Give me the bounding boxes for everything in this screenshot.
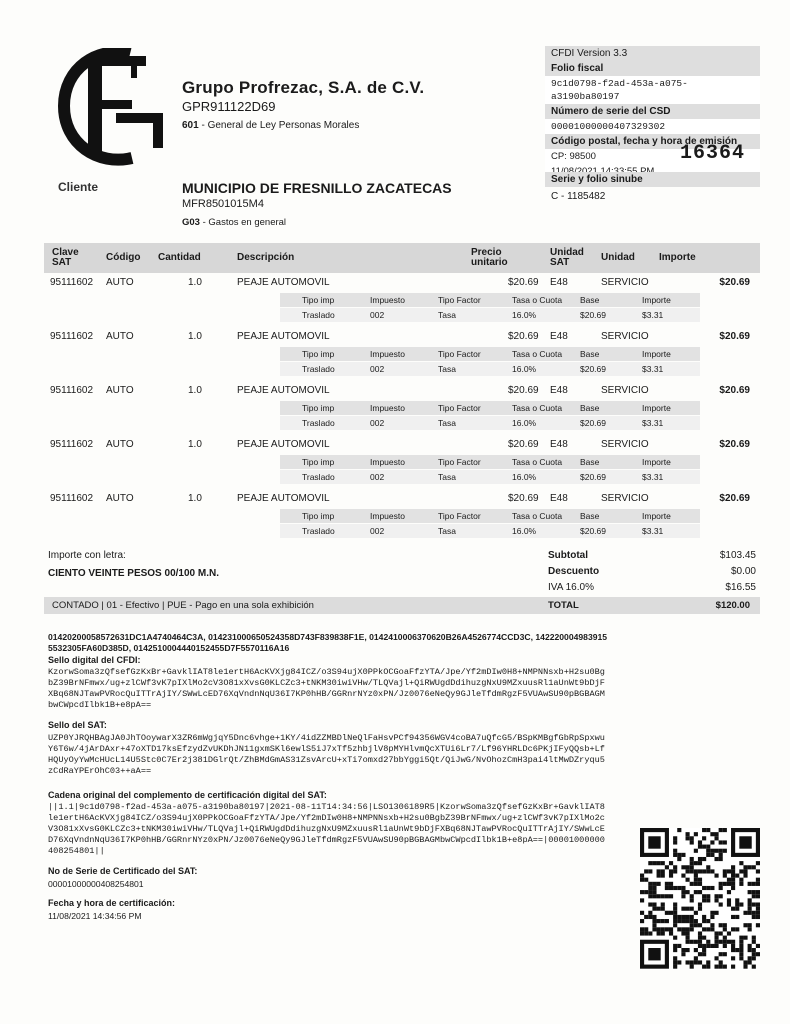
cell-unidad-sat: E48 bbox=[550, 385, 568, 396]
iva-label: IVA 16.0% bbox=[548, 582, 594, 593]
tax-value-row bbox=[280, 416, 700, 430]
payment-total-bar bbox=[44, 597, 760, 614]
tax-header-cell: Impuesto bbox=[370, 457, 405, 467]
tax-value-cell: Traslado bbox=[302, 310, 335, 320]
tax-value-cell: $20.69 bbox=[580, 472, 606, 482]
regime-code: 601 bbox=[182, 120, 199, 131]
cell-cantidad: 1.0 bbox=[188, 493, 202, 504]
tax-header-cell: Base bbox=[580, 295, 600, 305]
client-uso-cfdi bbox=[182, 217, 286, 228]
cell-importe: $20.69 bbox=[719, 331, 750, 342]
tax-value-cell: 16.0% bbox=[512, 364, 537, 374]
folio-label: Folio fiscal bbox=[545, 61, 760, 76]
sello-sat-label: Sello del SAT: bbox=[48, 720, 107, 730]
cell-clave: 95111602 bbox=[50, 277, 94, 288]
regime-desc: - General de Ley Personas Morales bbox=[198, 120, 360, 131]
tax-value-cell: $20.69 bbox=[580, 364, 606, 374]
tax-header-cell: Importe bbox=[642, 295, 671, 305]
tax-value-cell: 002 bbox=[370, 472, 385, 482]
cert-label: No de Serie de Certificado del SAT: bbox=[48, 866, 198, 876]
cell-importe: $20.69 bbox=[719, 439, 750, 450]
sinube-box bbox=[545, 172, 760, 206]
cell-precio: $20.69 bbox=[508, 439, 539, 450]
cell-clave: 95111602 bbox=[50, 331, 94, 342]
tax-value-cell: $20.69 bbox=[580, 526, 606, 536]
cell-precio: $20.69 bbox=[508, 385, 539, 396]
tax-header-row bbox=[280, 509, 700, 523]
cell-clave: 95111602 bbox=[50, 493, 94, 504]
tax-header-cell: Tipo imp bbox=[302, 511, 335, 521]
company-rfc: GPR911122D69 bbox=[182, 99, 276, 114]
fecha-cert-value: 11/08/2021 14:34:56 PM bbox=[48, 911, 142, 921]
tax-value-cell: $20.69 bbox=[580, 310, 606, 320]
cp-value: CP: 98500 bbox=[545, 149, 760, 164]
cadena-original: ||1.1|9c1d0798-f2ad-453a-a075-a3190ba80197|2021-08-11T14:34:56|LSO1306189R5|KzorwSoma3zQfsefGzKxBr+GavklIAT8le1ertH6AcKVXjg84ICZ/o3S94ujX0PPkOCGoaFfzYTA/Jpe/Yf2mDIw0H8+NMPNNsxb+H2su0BgbZ39BrNFmwx/ug+zlCWf3vK7pIXlMo2cV3O81xXvsG0KLCZc3+tNKM30iwiVHw/TLQVajl+QiRWUgdDdihuzgNxU9MZxuusRl1aUnWt9bDjFXBq68NJTawPVRocQuITTrAjIY/SWwLcED76XqVndnNqU36I7KP0hHB/GGRnrNYz0xPN/Jz0076eNeQy9GJleTfdmRgzF5VUAwSU90pBGBAGMbwCWpcdIlbk1B+e8pA==|00001000000408254801|| bbox=[48, 802, 605, 856]
cert-value: 00001000000408254801 bbox=[48, 879, 144, 889]
tax-value-cell: $3.31 bbox=[642, 526, 664, 536]
cell-importe: $20.69 bbox=[719, 385, 750, 396]
tax-value-cell: 002 bbox=[370, 364, 385, 374]
tax-value-cell: Tasa bbox=[438, 364, 456, 374]
tax-header-cell: Tipo imp bbox=[302, 349, 335, 359]
payment-method: CONTADO | 01 - Efectivo | PUE - Pago en una sola exhibición bbox=[52, 600, 314, 611]
cell-importe: $20.69 bbox=[719, 493, 750, 504]
uso-desc: - Gastos en general bbox=[199, 217, 287, 228]
tax-header-cell: Tasa o Cuota bbox=[512, 403, 563, 413]
tax-value-cell: 002 bbox=[370, 310, 385, 320]
tax-value-row bbox=[280, 524, 700, 538]
th-codigo: Código bbox=[106, 252, 141, 263]
cell-precio: $20.69 bbox=[508, 493, 539, 504]
tax-header-cell: Base bbox=[580, 403, 600, 413]
total-value: $120.00 bbox=[715, 600, 750, 611]
tax-value-cell: Tasa bbox=[438, 310, 456, 320]
tax-header-cell: Tipo Factor bbox=[438, 511, 481, 521]
cell-descripcion: PEAJE AUTOMOVIL bbox=[237, 277, 330, 288]
cell-precio: $20.69 bbox=[508, 331, 539, 342]
table-row bbox=[44, 439, 760, 493]
sello-cfdi-label: Sello digital del CFDI: bbox=[48, 655, 141, 665]
tax-header-cell: Tasa o Cuota bbox=[512, 295, 563, 305]
tax-header-cell: Base bbox=[580, 457, 600, 467]
uso-code: G03 bbox=[182, 217, 200, 228]
cell-clave: 95111602 bbox=[50, 385, 94, 396]
tax-value-cell: $3.31 bbox=[642, 364, 664, 374]
cell-cantidad: 1.0 bbox=[188, 439, 202, 450]
cell-precio: $20.69 bbox=[508, 277, 539, 288]
cell-clave: 95111602 bbox=[50, 439, 94, 450]
cell-descripcion: PEAJE AUTOMOVIL bbox=[237, 385, 330, 396]
tax-value-cell: Tasa bbox=[438, 472, 456, 482]
cadena-label: Cadena original del complemento de certificación digital del SAT: bbox=[48, 790, 327, 800]
tax-header-row bbox=[280, 347, 700, 361]
cell-unidad-sat: E48 bbox=[550, 493, 568, 504]
tax-header-cell: Impuesto bbox=[370, 295, 405, 305]
company-regime bbox=[182, 120, 359, 131]
tax-value-row bbox=[280, 470, 700, 484]
tax-value-cell: 16.0% bbox=[512, 526, 537, 536]
tax-header-cell: Impuesto bbox=[370, 511, 405, 521]
tax-value-cell: 16.0% bbox=[512, 310, 537, 320]
tax-value-cell: $3.31 bbox=[642, 310, 664, 320]
tax-value-cell: Traslado bbox=[302, 364, 335, 374]
cell-descripcion: PEAJE AUTOMOVIL bbox=[237, 439, 330, 450]
cp-label: Código postal, fecha y hora de emisión bbox=[545, 134, 760, 149]
tax-header-cell: Impuesto bbox=[370, 349, 405, 359]
tax-header-cell: Importe bbox=[642, 349, 671, 359]
folio-value: 9c1d0798-f2ad-453a-a075-a3190ba80197 bbox=[545, 76, 760, 104]
tax-value-cell: $20.69 bbox=[580, 418, 606, 428]
tax-value-cell: 16.0% bbox=[512, 472, 537, 482]
subtotal-label: Subtotal bbox=[548, 550, 588, 561]
cell-unidad: SERVICIO bbox=[601, 331, 649, 342]
tax-header-cell: Tasa o Cuota bbox=[512, 349, 563, 359]
sinube-value: C - 1185482 bbox=[551, 191, 606, 202]
cell-descripcion: PEAJE AUTOMOVIL bbox=[237, 331, 330, 342]
th-importe: Importe bbox=[659, 252, 696, 263]
discount-value: $0.00 bbox=[730, 566, 756, 577]
qr-code bbox=[640, 828, 760, 970]
stamp-number: 16364 bbox=[680, 142, 746, 165]
related-uuids: 0142020005857263​1DC1A4740464C3A, 014231000650524358D743F839838F1E, 0142410006370620B26A4526774CCD3C, 142220004983915553​2305FA60D385D, 0142510004440152455D7F5570116A16 bbox=[48, 632, 608, 653]
table-row bbox=[44, 331, 760, 385]
cell-cantidad: 1.0 bbox=[188, 331, 202, 342]
cell-codigo: AUTO bbox=[106, 331, 134, 342]
tax-value-cell: Traslado bbox=[302, 472, 335, 482]
th-precio: Precio unitario bbox=[471, 247, 508, 268]
cell-unidad-sat: E48 bbox=[550, 331, 568, 342]
cell-codigo: AUTO bbox=[106, 439, 134, 450]
csd-label: Número de serie del CSD bbox=[545, 104, 760, 119]
tax-value-row bbox=[280, 308, 700, 322]
cell-unidad: SERVICIO bbox=[601, 439, 649, 450]
tax-header-row bbox=[280, 293, 700, 307]
client-rfc: MFR8501015M4 bbox=[182, 198, 264, 210]
company-name: Grupo Profrezac, S.A. de C.V. bbox=[182, 78, 425, 97]
tax-value-cell: $3.31 bbox=[642, 418, 664, 428]
tax-header-cell: Tipo Factor bbox=[438, 403, 481, 413]
tax-value-cell: 002 bbox=[370, 418, 385, 428]
tax-value-cell: Tasa bbox=[438, 418, 456, 428]
company-logo bbox=[58, 48, 166, 166]
cell-codigo: AUTO bbox=[106, 277, 134, 288]
subtotal-value: $103.45 bbox=[719, 550, 756, 561]
tax-value-row bbox=[280, 362, 700, 376]
cell-unidad: SERVICIO bbox=[601, 277, 649, 288]
tax-value-cell: $3.31 bbox=[642, 472, 664, 482]
table-row bbox=[44, 277, 760, 331]
tax-value-cell: Traslado bbox=[302, 526, 335, 536]
tax-header-cell: Tipo Factor bbox=[438, 457, 481, 467]
client-label: Cliente bbox=[58, 180, 99, 194]
fecha-cert-label: Fecha y hora de certificación: bbox=[48, 898, 176, 908]
client-name: MUNICIPIO DE FRESNILLO ZACATECAS bbox=[182, 180, 452, 196]
total-label: TOTAL bbox=[548, 600, 579, 611]
cell-codigo: AUTO bbox=[106, 385, 134, 396]
tax-value-cell: Traslado bbox=[302, 418, 335, 428]
cell-unidad: SERVICIO bbox=[601, 385, 649, 396]
tax-value-cell: Tasa bbox=[438, 526, 456, 536]
iva-value: $16.55 bbox=[725, 582, 756, 593]
table-header bbox=[44, 243, 760, 273]
cfdi-version: CFDI Version 3.3 bbox=[545, 46, 760, 61]
th-cantidad: Cantidad bbox=[158, 252, 201, 263]
tax-header-cell: Tipo imp bbox=[302, 403, 335, 413]
csd-value: 00001000000407329302 bbox=[545, 119, 760, 134]
cell-descripcion: PEAJE AUTOMOVIL bbox=[237, 493, 330, 504]
table-row bbox=[44, 385, 760, 439]
th-descripcion: Descripción bbox=[237, 252, 295, 263]
cell-cantidad: 1.0 bbox=[188, 385, 202, 396]
tax-value-cell: 002 bbox=[370, 526, 385, 536]
tax-header-cell: Base bbox=[580, 349, 600, 359]
th-unidad: Unidad bbox=[601, 252, 635, 263]
tax-header-cell: Tasa o Cuota bbox=[512, 511, 563, 521]
tax-header-cell: Base bbox=[580, 511, 600, 521]
cell-codigo: AUTO bbox=[106, 493, 134, 504]
tax-header-cell: Importe bbox=[642, 511, 671, 521]
sello-sat: UZP0YJRQHBAgJA0JhTOoywarX3ZR6mWgjqY5Dnc6vhge+1KY/4idZZMBDlNeQlFaHsvPCf94356WGV4coBA7uQfcG5/BSpKMBgfGbRpSpxwuY6T6w/4jArDAxr+47oXTD17ksEfzydZvUKDhJN11gxmSKl6ewlS5iJ7xTf5zhbjlV8pMYHlvmQcXTUi6Lr7/Lf96YHRLDc6PKjIFyQQsb+LfHQUyOyYwMcHUcL14U5Stc0C7Er2j381DGlrQt/ZhBMdGmAS31ZsvArcU+xTi7omxd27bbYggi5Qt/QiJwG/NvOhozCmH3pai4ltMwDZryqu5zCdRaYPErOhC03++aA== bbox=[48, 733, 605, 776]
amount-words-label: Importe con letra: bbox=[48, 550, 126, 561]
discount-label: Descuento bbox=[548, 566, 600, 577]
tax-header-cell: Tipo imp bbox=[302, 295, 335, 305]
cell-unidad-sat: E48 bbox=[550, 277, 568, 288]
tax-header-cell: Importe bbox=[642, 457, 671, 467]
th-clave: Clave SAT bbox=[52, 247, 79, 268]
cell-unidad-sat: E48 bbox=[550, 439, 568, 450]
tax-header-row bbox=[280, 455, 700, 469]
tax-header-cell: Importe bbox=[642, 403, 671, 413]
tax-header-cell: Tasa o Cuota bbox=[512, 457, 563, 467]
tax-header-cell: Tipo Factor bbox=[438, 349, 481, 359]
table-row bbox=[44, 493, 760, 547]
tax-header-row bbox=[280, 401, 700, 415]
tax-value-cell: 16.0% bbox=[512, 418, 537, 428]
cell-unidad: SERVICIO bbox=[601, 493, 649, 504]
sinube-label: Serie y folio sinube bbox=[545, 172, 760, 187]
amount-words: CIENTO VEINTE PESOS 00/100 M.N. bbox=[48, 568, 219, 579]
tax-header-cell: Impuesto bbox=[370, 403, 405, 413]
cell-cantidad: 1.0 bbox=[188, 277, 202, 288]
sello-cfdi: KzorwSoma3zQfsefGzKxBr+GavklIAT8le1ertH6AcKVXjg84ICZ/o3S94ujX0PPkOCGoaFfzYTA/Jpe/Yf2mDIw0H8+NMPNNsxb+H2su0BgbZ39BrNFmwx/ug+zlCWf3vK7pIXlMo2cV3O81xXvsG0KLCZc3+tNKM30iwiVHw/TLQVajl+QiRWUgdDdihuzgNxU9MZxuusRl1aUnWt9bDjFXBq68NJTawPVRocQuITTrAjIY/SWwLcED76XqVndnNqU36I7KP0hHB/GGRnrNYz0xPN/Jz0076eNeQy9GJleTfdmRgzF5VUAwSU90pBGBAGMbwCWpcdIlbk1B+e8pA== bbox=[48, 667, 605, 710]
tax-header-cell: Tipo Factor bbox=[438, 295, 481, 305]
cell-importe: $20.69 bbox=[719, 277, 750, 288]
tax-header-cell: Tipo imp bbox=[302, 457, 335, 467]
th-unidad-sat: Unidad SAT bbox=[550, 247, 584, 268]
